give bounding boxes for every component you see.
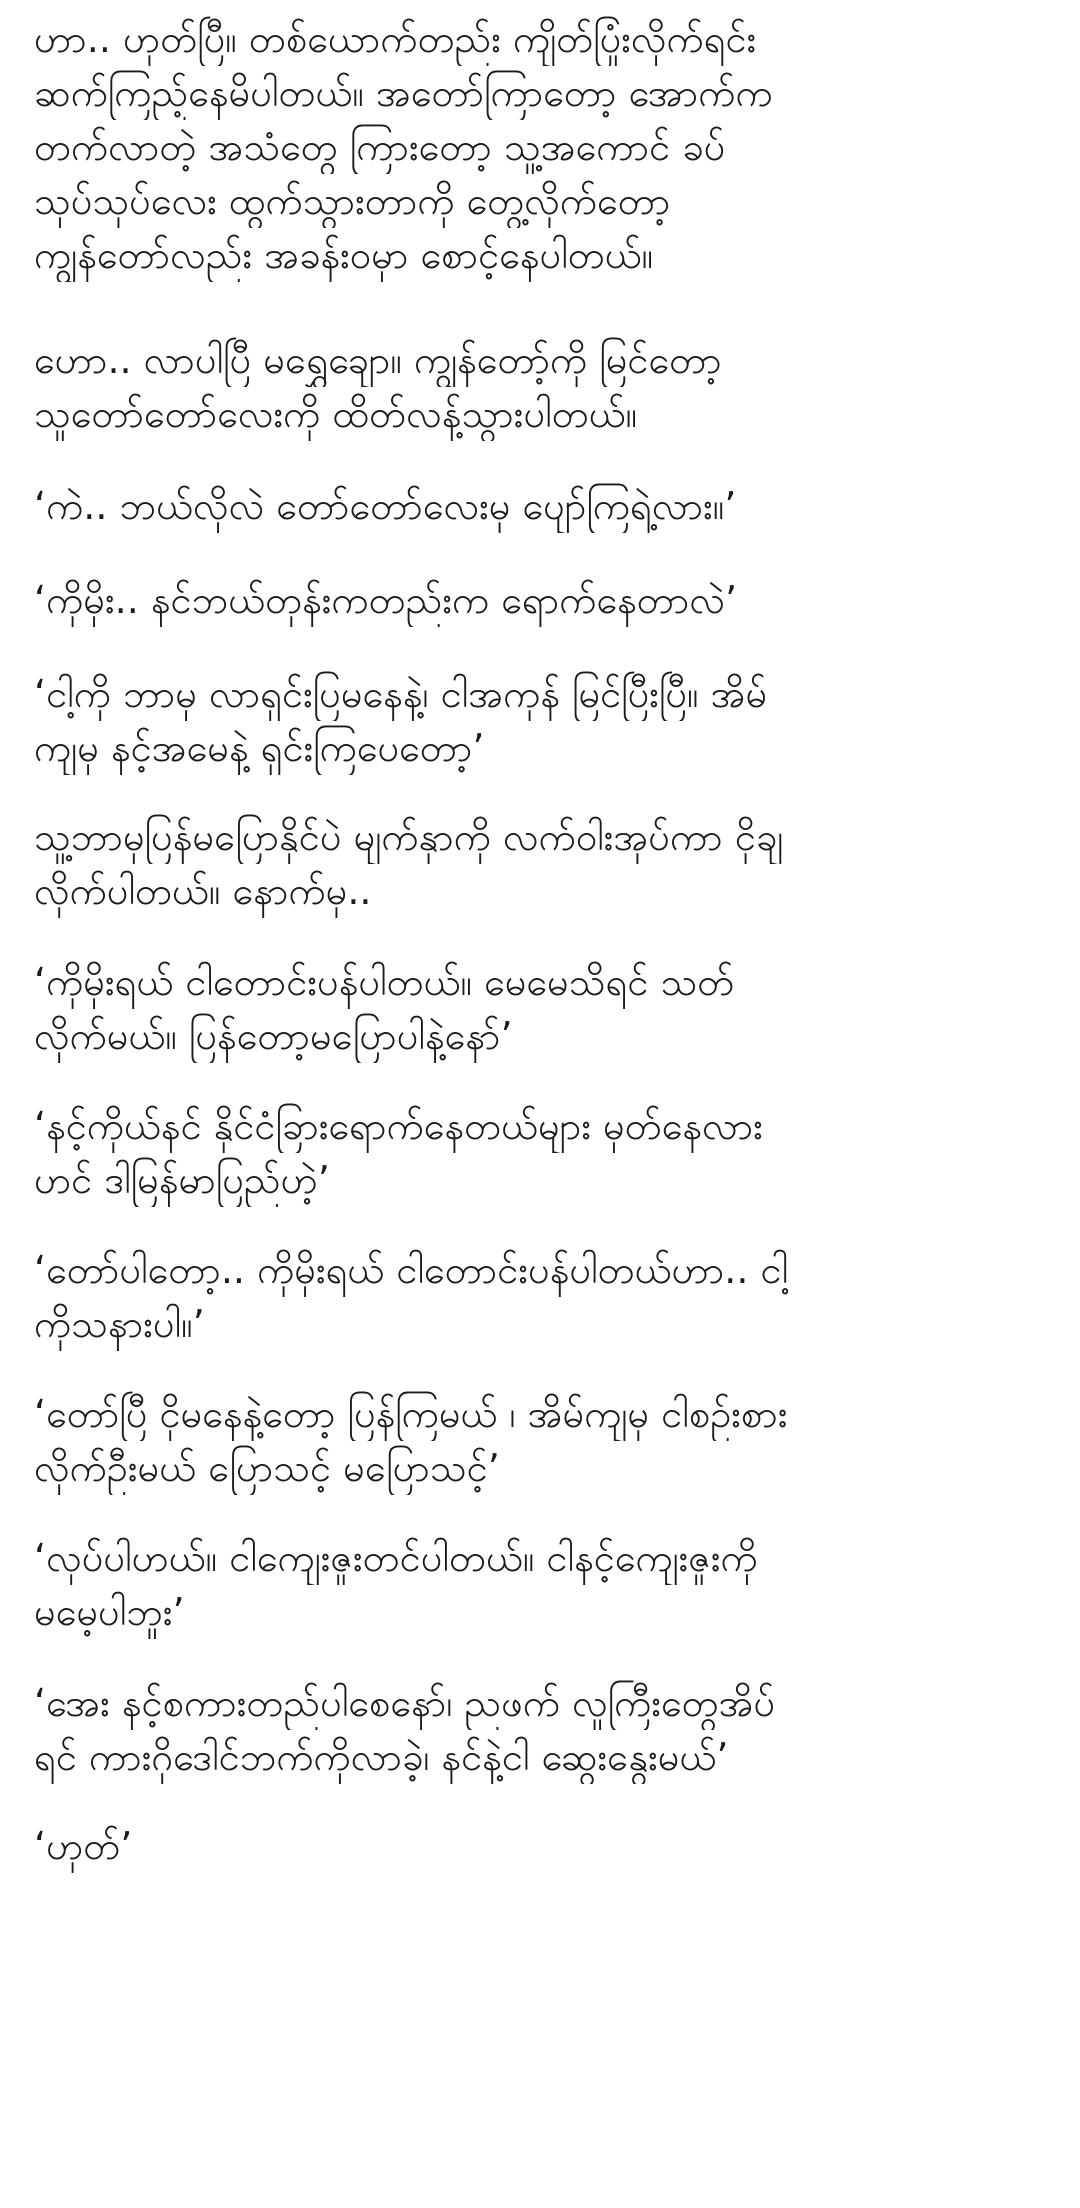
text-line: ကျွန်တော်လည်း အခန်းဝမှာ စောင့်နေပါတယ်။	[34, 233, 654, 277]
paragraph-8	[34, 1099, 763, 1207]
paragraph-7	[34, 955, 734, 1063]
paragraph-6	[34, 810, 783, 918]
text-line: ‘ကိုမိုးရယ် ငါတောင်းပန်ပါတယ်။ မေမေသိရင် သတ်	[34, 960, 735, 1004]
text-line: ‘လုပ်ပါဟယ်။ ငါကျေးဇူးတင်ပါတယ်။ ငါနင့်ကျေးဇူးကို	[34, 1536, 758, 1580]
text-line: ‘တော်ပြီ ငိုမနေနဲ့တော့ ပြန်ကြမယ် ၊ အိမ်ကျမှ ငါစဉ်းစား	[34, 1392, 788, 1436]
text-line: ‘အေး နင့်စကားတည်ပါစေနော်၊ ညဖက် လူကြီးတွေအိပ်	[34, 1681, 776, 1725]
paragraph-2	[34, 333, 722, 441]
paragraph-1	[34, 12, 773, 282]
paragraph-11	[34, 1531, 758, 1639]
paragraph-13	[34, 1819, 132, 1873]
text-line: လိုက်ဦးမယ် ပြောသင့် မပြောသင့်’	[34, 1446, 500, 1490]
paragraph-3	[34, 479, 736, 533]
text-line: ‘နင့်ကိုယ်နင် နိုင်ငံခြားရောက်နေတယ်များ မှတ်နေလား	[34, 1104, 763, 1148]
text-line: ရင် ကားဂိုဒေါင်ဘက်ကိုလာခဲ့၊ နင်နဲ့ငါ ဆွေးနွေးမယ်’	[34, 1735, 729, 1779]
paragraph-9	[34, 1243, 788, 1351]
text-line: ‘ကိုမိုး.. နင်ဘယ်တုန်းကတည်းက ရောက်နေတာလဲ’	[34, 578, 738, 622]
text-line: သူ့ဘာမှပြန်မပြောနိုင်ပဲ မျက်နှာကို လက်ဝါးအုပ်ကာ ငိုချ	[34, 815, 784, 859]
text-line: လိုက်မယ်။ ပြန်တော့မပြောပါနဲ့နော်’	[34, 1014, 513, 1058]
text-line: ‘ဟုတ်’	[34, 1824, 133, 1868]
text-line: ကျမှ နင့်အမေနဲ့ ရှင်းကြပေတော့’	[34, 726, 485, 770]
paragraph-10	[34, 1387, 788, 1495]
text-line: ဟော.. လာပါပြီ မရွှေချော။ ကျွန်တော့်ကို မြင်တော့	[34, 338, 722, 382]
text-line: ‘တော်ပါတော့.. ကိုမိုးရယ် ငါတောင်းပန်ပါတယ်ဟာ.. ငါ့	[34, 1248, 789, 1292]
text-line: မမေ့ပါဘူး’	[34, 1590, 185, 1634]
text-line: ကိုသနားပါ။’	[34, 1302, 205, 1346]
text-line: သုပ်သုပ်လေး ထွက်သွားတာကို တွေ့လိုက်တော့	[34, 179, 671, 223]
text-line: တက်လာတဲ့ အသံတွေ ကြားတော့ သူ့အကောင် ခပ်	[34, 125, 726, 169]
text-line: ဟင် ဒါမြန်မာပြည်ဟဲ့’	[34, 1158, 330, 1202]
text-line: သူတော်တော်လေးကို ထိတ်လန့်သွားပါတယ်။	[34, 392, 638, 436]
paragraph-12	[34, 1676, 775, 1784]
text-line: ဟာ.. ဟုတ်ပြီ။ တစ်ယောက်တည်း ကျိတ်ပြုံးလိုက်ရင်း	[34, 17, 757, 61]
text-line: ‘ငါ့ကို ဘာမှ လာရှင်းပြမနေနဲ့၊ ငါအကုန် မြင်ပြီးပြီ။ အိမ်	[34, 672, 768, 716]
text-line: ဆက်ကြည့်နေမိပါတယ်။ အတော်ကြာတော့ အောက်က	[34, 71, 773, 115]
paragraph-5	[34, 667, 767, 775]
text-line: လိုက်ပါတယ်။ နောက်မှ..	[34, 869, 372, 913]
text-line: ‘ကဲ.. ဘယ်လိုလဲ တော်တော်လေးမှ ပျော်ကြရဲ့လား။’	[34, 484, 737, 528]
paragraph-4	[34, 573, 737, 627]
